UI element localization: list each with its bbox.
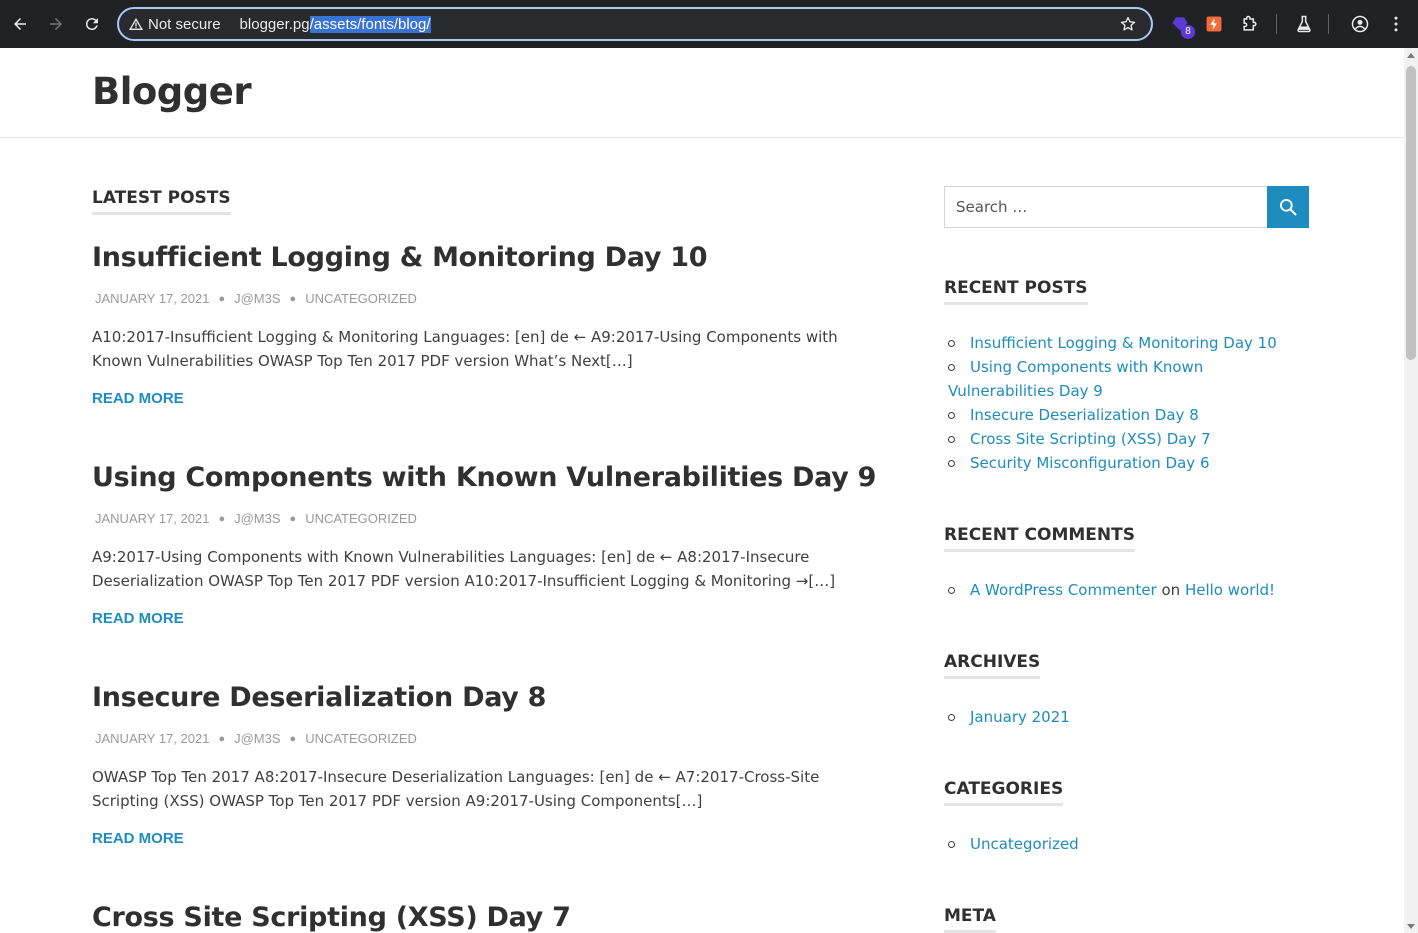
- meta-separator-icon: ●: [289, 732, 297, 745]
- search-input[interactable]: [944, 186, 1267, 228]
- page-scrollbar[interactable]: [1404, 48, 1418, 933]
- meta-separator-icon: ●: [218, 512, 226, 525]
- recent-posts-heading: RECENT POSTS: [944, 278, 1088, 305]
- search-button[interactable]: [1267, 186, 1309, 228]
- post-card: [92, 242, 882, 407]
- kebab-menu-icon[interactable]: [1384, 12, 1408, 36]
- list-item: [948, 451, 1278, 475]
- reload-icon[interactable]: [80, 12, 104, 36]
- comment-post-link[interactable]: Hello world!: [1184, 581, 1276, 599]
- post-card: [92, 682, 882, 847]
- scrollbar-thumb[interactable]: [1406, 66, 1416, 360]
- archives-list: [948, 705, 1070, 729]
- extension-bolt-icon[interactable]: [1202, 12, 1226, 36]
- post-author[interactable]: J@M3S: [234, 511, 281, 526]
- post-title[interactable]: Insecure Deserialization Day 8: [92, 682, 547, 713]
- scroll-up-arrow-icon[interactable]: [1407, 53, 1415, 58]
- search-icon: [1278, 197, 1298, 217]
- list-item: [948, 705, 1070, 729]
- read-more-link[interactable]: READ MORE: [92, 610, 184, 627]
- security-indicator[interactable]: [128, 16, 221, 33]
- scroll-down-arrow-icon[interactable]: [1407, 924, 1415, 929]
- url-text[interactable]: [240, 16, 431, 33]
- post-card: [92, 462, 882, 627]
- recent-post-link[interactable]: Cross Site Scripting (XSS) Day 7: [970, 430, 1211, 448]
- labs-flask-icon[interactable]: [1292, 12, 1316, 36]
- read-more-link[interactable]: READ MORE: [92, 390, 184, 407]
- toolbar-divider: [1328, 14, 1329, 34]
- url-path-selected: /assets/fonts/blog/: [309, 15, 431, 33]
- recent-post-link[interactable]: Using Components with Known Vulnerabilities Day 9: [948, 358, 1204, 400]
- meta-heading: META: [944, 906, 996, 933]
- categories-heading: CATEGORIES: [944, 779, 1063, 806]
- latest-posts-heading: LATEST POSTS: [92, 188, 231, 215]
- security-label: Not secure: [148, 15, 221, 33]
- post-excerpt: A9:2017-Using Components with Known Vulnerabilities Languages: [en] de ← A8:2017-Insecure Deserialization OWASP Top Ten 2017 PDF version A10:2017-Insufficient Logging & Monitoring →[…]: [92, 548, 836, 590]
- comment-author-link[interactable]: A WordPress Commenter: [970, 581, 1157, 599]
- warning-triangle-icon: [128, 16, 144, 32]
- post-category[interactable]: UNCATEGORIZED: [305, 511, 417, 526]
- forward-arrow-icon[interactable]: [44, 12, 68, 36]
- list-item: [948, 331, 1278, 355]
- archive-link[interactable]: January 2021: [970, 708, 1070, 726]
- post-date[interactable]: JANUARY 17, 2021: [95, 731, 210, 746]
- list-item: [948, 355, 1278, 403]
- post-author[interactable]: J@M3S: [234, 731, 281, 746]
- meta-separator-icon: ●: [218, 732, 226, 745]
- post-meta: [92, 511, 882, 526]
- meta-separator-icon: ●: [289, 512, 297, 525]
- recent-posts-list: [948, 331, 1278, 475]
- bookmark-star-icon[interactable]: [1119, 15, 1137, 33]
- extension-shield-icon[interactable]: [1168, 12, 1192, 36]
- read-more-link[interactable]: READ MORE: [92, 830, 184, 847]
- post-date[interactable]: JANUARY 17, 2021: [95, 511, 210, 526]
- category-link[interactable]: Uncategorized: [970, 835, 1079, 853]
- post-title[interactable]: Using Components with Known Vulnerabilities Day 9: [92, 462, 877, 493]
- comment-on-text: on: [1161, 581, 1181, 599]
- address-bar[interactable]: [117, 7, 1153, 41]
- recent-comments-heading: RECENT COMMENTS: [944, 525, 1135, 552]
- recent-post-link[interactable]: Insecure Deserialization Day 8: [970, 406, 1199, 424]
- recent-post-link[interactable]: Security Misconfiguration Day 6: [970, 454, 1210, 472]
- categories-list: [948, 832, 1079, 856]
- recent-comments-list: [948, 578, 1275, 602]
- post-date[interactable]: JANUARY 17, 2021: [95, 291, 210, 306]
- list-item: [948, 832, 1079, 856]
- search-form: [944, 186, 1309, 228]
- back-arrow-icon[interactable]: [8, 12, 32, 36]
- list-item: [948, 578, 1275, 602]
- toolbar-divider: [1276, 14, 1277, 34]
- url-host: blogger.pg: [239, 15, 310, 33]
- recent-post-link[interactable]: Insufficient Logging & Monitoring Day 10: [970, 334, 1277, 352]
- site-title[interactable]: Blogger: [92, 70, 252, 113]
- post-author[interactable]: J@M3S: [234, 291, 281, 306]
- archives-heading: ARCHIVES: [944, 652, 1040, 679]
- profile-avatar-icon[interactable]: [1348, 12, 1372, 36]
- site-header: [0, 48, 1404, 138]
- post-excerpt: OWASP Top Ten 2017 A8:2017-Insecure Deserialization Languages: [en] de ← A7:2017-Cross-Site Scripting (XSS) OWASP Top Ten 2017 PDF version A9:2017-Using Components[…]: [92, 768, 820, 810]
- browser-toolbar: [0, 0, 1418, 48]
- list-item: [948, 403, 1278, 427]
- post-title[interactable]: Insufficient Logging & Monitoring Day 10: [92, 242, 708, 273]
- post-category[interactable]: UNCATEGORIZED: [305, 291, 417, 306]
- page-viewport: [0, 48, 1404, 933]
- post-excerpt: A10:2017-Insufficient Logging & Monitoring Languages: [en] de ← A9:2017-Using Components with Known Vulnerabilities OWASP Top Ten 2017 PDF version What’s Next[…]: [92, 328, 838, 370]
- meta-separator-icon: ●: [218, 292, 226, 305]
- meta-separator-icon: ●: [289, 292, 297, 305]
- post-meta: [92, 731, 882, 746]
- extensions-puzzle-icon[interactable]: [1238, 12, 1262, 36]
- post-meta: [92, 291, 882, 306]
- list-item: [948, 427, 1278, 451]
- post-card: [92, 902, 882, 933]
- extension-badge: 8: [1181, 25, 1195, 39]
- post-title[interactable]: Cross Site Scripting (XSS) Day 7: [92, 902, 571, 933]
- post-category[interactable]: UNCATEGORIZED: [305, 731, 417, 746]
